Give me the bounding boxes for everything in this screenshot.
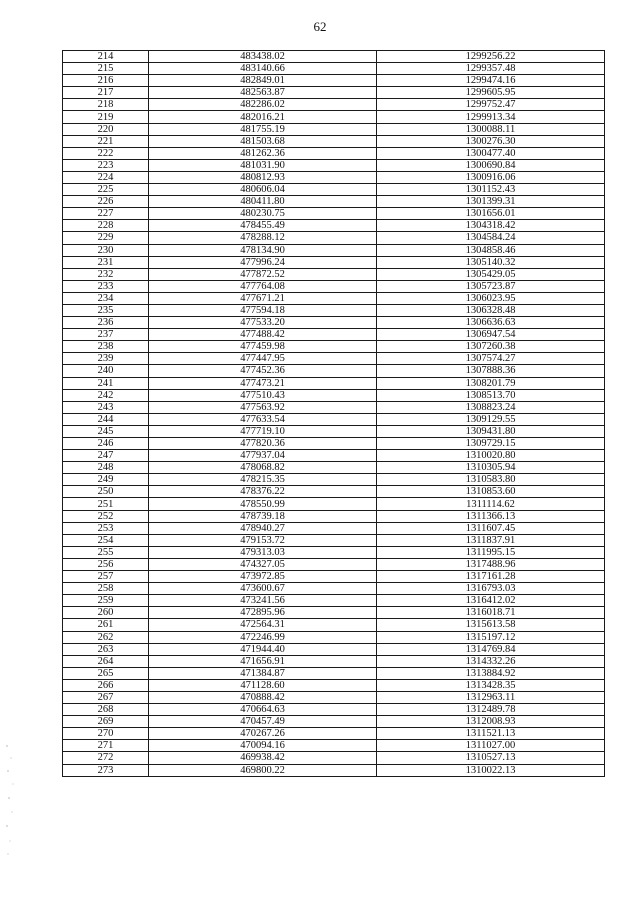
point-number-cell: 236 bbox=[63, 317, 149, 329]
x-coordinate-cell: 477452.36 bbox=[149, 365, 377, 377]
x-coordinate-cell: 472246.99 bbox=[149, 631, 377, 643]
x-coordinate-cell: 477872.52 bbox=[149, 268, 377, 280]
table-row bbox=[63, 377, 605, 389]
point-number-cell: 226 bbox=[63, 196, 149, 208]
point-number-cell: 261 bbox=[63, 619, 149, 631]
y-coordinate-cell: 1299357.48 bbox=[377, 63, 605, 75]
table-row bbox=[63, 99, 605, 111]
table-row bbox=[63, 534, 605, 546]
x-coordinate-cell: 477594.18 bbox=[149, 304, 377, 316]
x-coordinate-cell: 480230.75 bbox=[149, 208, 377, 220]
table-row bbox=[63, 135, 605, 147]
x-coordinate-cell: 473600.67 bbox=[149, 583, 377, 595]
y-coordinate-cell: 1311995.15 bbox=[377, 546, 605, 558]
point-number-cell: 266 bbox=[63, 679, 149, 691]
y-coordinate-cell: 1317488.96 bbox=[377, 558, 605, 570]
point-number-cell: 262 bbox=[63, 631, 149, 643]
table-row bbox=[63, 450, 605, 462]
point-number-cell: 240 bbox=[63, 365, 149, 377]
table-row bbox=[63, 292, 605, 304]
x-coordinate-cell: 479153.72 bbox=[149, 534, 377, 546]
y-coordinate-cell: 1305429.05 bbox=[377, 268, 605, 280]
x-coordinate-cell: 481262.36 bbox=[149, 147, 377, 159]
x-coordinate-cell: 471128.60 bbox=[149, 679, 377, 691]
y-coordinate-cell: 1310853.60 bbox=[377, 486, 605, 498]
point-number-cell: 220 bbox=[63, 123, 149, 135]
point-number-cell: 219 bbox=[63, 111, 149, 123]
x-coordinate-cell: 477996.24 bbox=[149, 256, 377, 268]
y-coordinate-cell: 1301656.01 bbox=[377, 208, 605, 220]
y-coordinate-cell: 1308201.79 bbox=[377, 377, 605, 389]
point-number-cell: 214 bbox=[63, 51, 149, 63]
point-number-cell: 265 bbox=[63, 667, 149, 679]
point-number-cell: 241 bbox=[63, 377, 149, 389]
x-coordinate-cell: 478455.49 bbox=[149, 220, 377, 232]
table-row bbox=[63, 413, 605, 425]
y-coordinate-cell: 1317161.28 bbox=[377, 571, 605, 583]
coordinates-table-body bbox=[63, 51, 605, 777]
x-coordinate-cell: 471656.91 bbox=[149, 655, 377, 667]
y-coordinate-cell: 1309129.55 bbox=[377, 413, 605, 425]
point-number-cell: 270 bbox=[63, 728, 149, 740]
point-number-cell: 246 bbox=[63, 438, 149, 450]
table-row bbox=[63, 595, 605, 607]
y-coordinate-cell: 1301152.43 bbox=[377, 184, 605, 196]
y-coordinate-cell: 1316793.03 bbox=[377, 583, 605, 595]
table-row bbox=[63, 462, 605, 474]
point-number-cell: 258 bbox=[63, 583, 149, 595]
table-row bbox=[63, 474, 605, 486]
table-row bbox=[63, 159, 605, 171]
table-row bbox=[63, 691, 605, 703]
point-number-cell: 259 bbox=[63, 595, 149, 607]
x-coordinate-cell: 477488.42 bbox=[149, 329, 377, 341]
y-coordinate-cell: 1305140.32 bbox=[377, 256, 605, 268]
y-coordinate-cell: 1308513.70 bbox=[377, 389, 605, 401]
y-coordinate-cell: 1311114.62 bbox=[377, 498, 605, 510]
table-row bbox=[63, 438, 605, 450]
y-coordinate-cell: 1307888.36 bbox=[377, 365, 605, 377]
x-coordinate-cell: 470457.49 bbox=[149, 716, 377, 728]
x-coordinate-cell: 474327.05 bbox=[149, 558, 377, 570]
x-coordinate-cell: 482849.01 bbox=[149, 75, 377, 87]
table-row bbox=[63, 111, 605, 123]
table-row bbox=[63, 740, 605, 752]
y-coordinate-cell: 1311027.00 bbox=[377, 740, 605, 752]
x-coordinate-cell: 469938.42 bbox=[149, 752, 377, 764]
table-row bbox=[63, 75, 605, 87]
x-coordinate-cell: 470664.63 bbox=[149, 704, 377, 716]
y-coordinate-cell: 1308823.24 bbox=[377, 401, 605, 413]
point-number-cell: 254 bbox=[63, 534, 149, 546]
x-coordinate-cell: 477473.21 bbox=[149, 377, 377, 389]
y-coordinate-cell: 1307574.27 bbox=[377, 353, 605, 365]
x-coordinate-cell: 481503.68 bbox=[149, 135, 377, 147]
point-number-cell: 271 bbox=[63, 740, 149, 752]
y-coordinate-cell: 1315613.58 bbox=[377, 619, 605, 631]
table-row bbox=[63, 208, 605, 220]
table-row bbox=[63, 498, 605, 510]
table-row bbox=[63, 619, 605, 631]
point-number-cell: 215 bbox=[63, 63, 149, 75]
point-number-cell: 255 bbox=[63, 546, 149, 558]
x-coordinate-cell: 480606.04 bbox=[149, 184, 377, 196]
y-coordinate-cell: 1309431.80 bbox=[377, 425, 605, 437]
table-row bbox=[63, 268, 605, 280]
x-coordinate-cell: 483140.66 bbox=[149, 63, 377, 75]
point-number-cell: 250 bbox=[63, 486, 149, 498]
x-coordinate-cell: 478940.27 bbox=[149, 522, 377, 534]
table-row bbox=[63, 679, 605, 691]
y-coordinate-cell: 1310583.80 bbox=[377, 474, 605, 486]
y-coordinate-cell: 1300477.40 bbox=[377, 147, 605, 159]
x-coordinate-cell: 471384.87 bbox=[149, 667, 377, 679]
point-number-cell: 248 bbox=[63, 462, 149, 474]
point-number-cell: 230 bbox=[63, 244, 149, 256]
table-row bbox=[63, 764, 605, 776]
x-coordinate-cell: 477719.10 bbox=[149, 425, 377, 437]
point-number-cell: 239 bbox=[63, 353, 149, 365]
point-number-cell: 237 bbox=[63, 329, 149, 341]
table-row bbox=[63, 353, 605, 365]
y-coordinate-cell: 1313428.35 bbox=[377, 679, 605, 691]
y-coordinate-cell: 1310527.13 bbox=[377, 752, 605, 764]
point-number-cell: 232 bbox=[63, 268, 149, 280]
point-number-cell: 269 bbox=[63, 716, 149, 728]
y-coordinate-cell: 1304584.24 bbox=[377, 232, 605, 244]
x-coordinate-cell: 477563.92 bbox=[149, 401, 377, 413]
y-coordinate-cell: 1306328.48 bbox=[377, 304, 605, 316]
x-coordinate-cell: 482563.87 bbox=[149, 87, 377, 99]
table-row bbox=[63, 220, 605, 232]
y-coordinate-cell: 1299752.47 bbox=[377, 99, 605, 111]
table-row bbox=[63, 329, 605, 341]
table-row bbox=[63, 196, 605, 208]
x-coordinate-cell: 483438.02 bbox=[149, 51, 377, 63]
point-number-cell: 245 bbox=[63, 425, 149, 437]
point-number-cell: 272 bbox=[63, 752, 149, 764]
y-coordinate-cell: 1307260.38 bbox=[377, 341, 605, 353]
table-row bbox=[63, 607, 605, 619]
y-coordinate-cell: 1299256.22 bbox=[377, 51, 605, 63]
x-coordinate-cell: 478215.35 bbox=[149, 474, 377, 486]
table-row bbox=[63, 63, 605, 75]
y-coordinate-cell: 1314332.26 bbox=[377, 655, 605, 667]
y-coordinate-cell: 1300690.84 bbox=[377, 159, 605, 171]
y-coordinate-cell: 1311521.13 bbox=[377, 728, 605, 740]
table-row bbox=[63, 643, 605, 655]
point-number-cell: 263 bbox=[63, 643, 149, 655]
x-coordinate-cell: 473972.85 bbox=[149, 571, 377, 583]
table-row bbox=[63, 280, 605, 292]
point-number-cell: 225 bbox=[63, 184, 149, 196]
table-row bbox=[63, 123, 605, 135]
point-number-cell: 252 bbox=[63, 510, 149, 522]
point-number-cell: 243 bbox=[63, 401, 149, 413]
y-coordinate-cell: 1313884.92 bbox=[377, 667, 605, 679]
table-row bbox=[63, 655, 605, 667]
y-coordinate-cell: 1310305.94 bbox=[377, 462, 605, 474]
y-coordinate-cell: 1300916.06 bbox=[377, 171, 605, 183]
y-coordinate-cell: 1305723.87 bbox=[377, 280, 605, 292]
x-coordinate-cell: 470888.42 bbox=[149, 691, 377, 703]
x-coordinate-cell: 479313.03 bbox=[149, 546, 377, 558]
table-row bbox=[63, 728, 605, 740]
point-number-cell: 216 bbox=[63, 75, 149, 87]
x-coordinate-cell: 477533.20 bbox=[149, 317, 377, 329]
table-row bbox=[63, 365, 605, 377]
y-coordinate-cell: 1312008.93 bbox=[377, 716, 605, 728]
y-coordinate-cell: 1304858.46 bbox=[377, 244, 605, 256]
y-coordinate-cell: 1306023.95 bbox=[377, 292, 605, 304]
x-coordinate-cell: 478288.12 bbox=[149, 232, 377, 244]
point-number-cell: 257 bbox=[63, 571, 149, 583]
y-coordinate-cell: 1316018.71 bbox=[377, 607, 605, 619]
table-row bbox=[63, 583, 605, 595]
x-coordinate-cell: 471944.40 bbox=[149, 643, 377, 655]
point-number-cell: 253 bbox=[63, 522, 149, 534]
table-row bbox=[63, 51, 605, 63]
coordinates-table bbox=[62, 50, 605, 777]
point-number-cell: 256 bbox=[63, 558, 149, 570]
x-coordinate-cell: 481755.19 bbox=[149, 123, 377, 135]
x-coordinate-cell: 482286.02 bbox=[149, 99, 377, 111]
table-row bbox=[63, 631, 605, 643]
x-coordinate-cell: 477937.04 bbox=[149, 450, 377, 462]
x-coordinate-cell: 469800.22 bbox=[149, 764, 377, 776]
point-number-cell: 247 bbox=[63, 450, 149, 462]
point-number-cell: 228 bbox=[63, 220, 149, 232]
y-coordinate-cell: 1299474.16 bbox=[377, 75, 605, 87]
y-coordinate-cell: 1299605.95 bbox=[377, 87, 605, 99]
x-coordinate-cell: 477764.08 bbox=[149, 280, 377, 292]
point-number-cell: 264 bbox=[63, 655, 149, 667]
table-row bbox=[63, 510, 605, 522]
x-coordinate-cell: 470094.16 bbox=[149, 740, 377, 752]
x-coordinate-cell: 478134.90 bbox=[149, 244, 377, 256]
table-row bbox=[63, 716, 605, 728]
x-coordinate-cell: 478550.99 bbox=[149, 498, 377, 510]
x-coordinate-cell: 477671.21 bbox=[149, 292, 377, 304]
x-coordinate-cell: 470267.26 bbox=[149, 728, 377, 740]
table-row bbox=[63, 704, 605, 716]
x-coordinate-cell: 477633.54 bbox=[149, 413, 377, 425]
point-number-cell: 229 bbox=[63, 232, 149, 244]
table-row bbox=[63, 667, 605, 679]
y-coordinate-cell: 1312963.11 bbox=[377, 691, 605, 703]
y-coordinate-cell: 1306636.63 bbox=[377, 317, 605, 329]
y-coordinate-cell: 1314769.84 bbox=[377, 643, 605, 655]
table-row bbox=[63, 184, 605, 196]
y-coordinate-cell: 1310020.80 bbox=[377, 450, 605, 462]
table-row bbox=[63, 87, 605, 99]
x-coordinate-cell: 478739.18 bbox=[149, 510, 377, 522]
point-number-cell: 224 bbox=[63, 171, 149, 183]
page-number: 62 bbox=[313, 19, 327, 34]
point-number-cell: 218 bbox=[63, 99, 149, 111]
y-coordinate-cell: 1311837.91 bbox=[377, 534, 605, 546]
y-coordinate-cell: 1300088.11 bbox=[377, 123, 605, 135]
point-number-cell: 221 bbox=[63, 135, 149, 147]
x-coordinate-cell: 477510.43 bbox=[149, 389, 377, 401]
y-coordinate-cell: 1309729.15 bbox=[377, 438, 605, 450]
point-number-cell: 273 bbox=[63, 764, 149, 776]
x-coordinate-cell: 482016.21 bbox=[149, 111, 377, 123]
x-coordinate-cell: 481031.90 bbox=[149, 159, 377, 171]
table-row bbox=[63, 317, 605, 329]
point-number-cell: 242 bbox=[63, 389, 149, 401]
y-coordinate-cell: 1312489.78 bbox=[377, 704, 605, 716]
x-coordinate-cell: 477459.98 bbox=[149, 341, 377, 353]
x-coordinate-cell: 478376.22 bbox=[149, 486, 377, 498]
y-coordinate-cell: 1315197.12 bbox=[377, 631, 605, 643]
x-coordinate-cell: 472564.31 bbox=[149, 619, 377, 631]
table-row bbox=[63, 546, 605, 558]
point-number-cell: 249 bbox=[63, 474, 149, 486]
point-number-cell: 268 bbox=[63, 704, 149, 716]
y-coordinate-cell: 1301399.31 bbox=[377, 196, 605, 208]
table-row bbox=[63, 401, 605, 413]
y-coordinate-cell: 1311607.45 bbox=[377, 522, 605, 534]
point-number-cell: 223 bbox=[63, 159, 149, 171]
point-number-cell: 260 bbox=[63, 607, 149, 619]
y-coordinate-cell: 1300276.30 bbox=[377, 135, 605, 147]
x-coordinate-cell: 480411.80 bbox=[149, 196, 377, 208]
table-row bbox=[63, 304, 605, 316]
table-row bbox=[63, 341, 605, 353]
x-coordinate-cell: 472895.96 bbox=[149, 607, 377, 619]
table-row bbox=[63, 486, 605, 498]
point-number-cell: 222 bbox=[63, 147, 149, 159]
x-coordinate-cell: 477447.95 bbox=[149, 353, 377, 365]
y-coordinate-cell: 1310022.13 bbox=[377, 764, 605, 776]
y-coordinate-cell: 1299913.34 bbox=[377, 111, 605, 123]
point-number-cell: 234 bbox=[63, 292, 149, 304]
table-row bbox=[63, 558, 605, 570]
x-coordinate-cell: 480812.93 bbox=[149, 171, 377, 183]
y-coordinate-cell: 1306947.54 bbox=[377, 329, 605, 341]
table-row bbox=[63, 425, 605, 437]
point-number-cell: 244 bbox=[63, 413, 149, 425]
table-row bbox=[63, 752, 605, 764]
point-number-cell: 233 bbox=[63, 280, 149, 292]
point-number-cell: 227 bbox=[63, 208, 149, 220]
point-number-cell: 267 bbox=[63, 691, 149, 703]
table-row bbox=[63, 147, 605, 159]
table-row bbox=[63, 256, 605, 268]
point-number-cell: 217 bbox=[63, 87, 149, 99]
point-number-cell: 231 bbox=[63, 256, 149, 268]
y-coordinate-cell: 1311366.13 bbox=[377, 510, 605, 522]
point-number-cell: 235 bbox=[63, 304, 149, 316]
x-coordinate-cell: 478068.82 bbox=[149, 462, 377, 474]
x-coordinate-cell: 477820.36 bbox=[149, 438, 377, 450]
x-coordinate-cell: 473241.56 bbox=[149, 595, 377, 607]
table-row bbox=[63, 389, 605, 401]
table-row bbox=[63, 522, 605, 534]
point-number-cell: 251 bbox=[63, 498, 149, 510]
table-row bbox=[63, 244, 605, 256]
y-coordinate-cell: 1316412.02 bbox=[377, 595, 605, 607]
table-row bbox=[63, 571, 605, 583]
scan-noise-specks bbox=[4, 740, 18, 860]
table-row bbox=[63, 232, 605, 244]
y-coordinate-cell: 1304318.42 bbox=[377, 220, 605, 232]
point-number-cell: 238 bbox=[63, 341, 149, 353]
table-row bbox=[63, 171, 605, 183]
